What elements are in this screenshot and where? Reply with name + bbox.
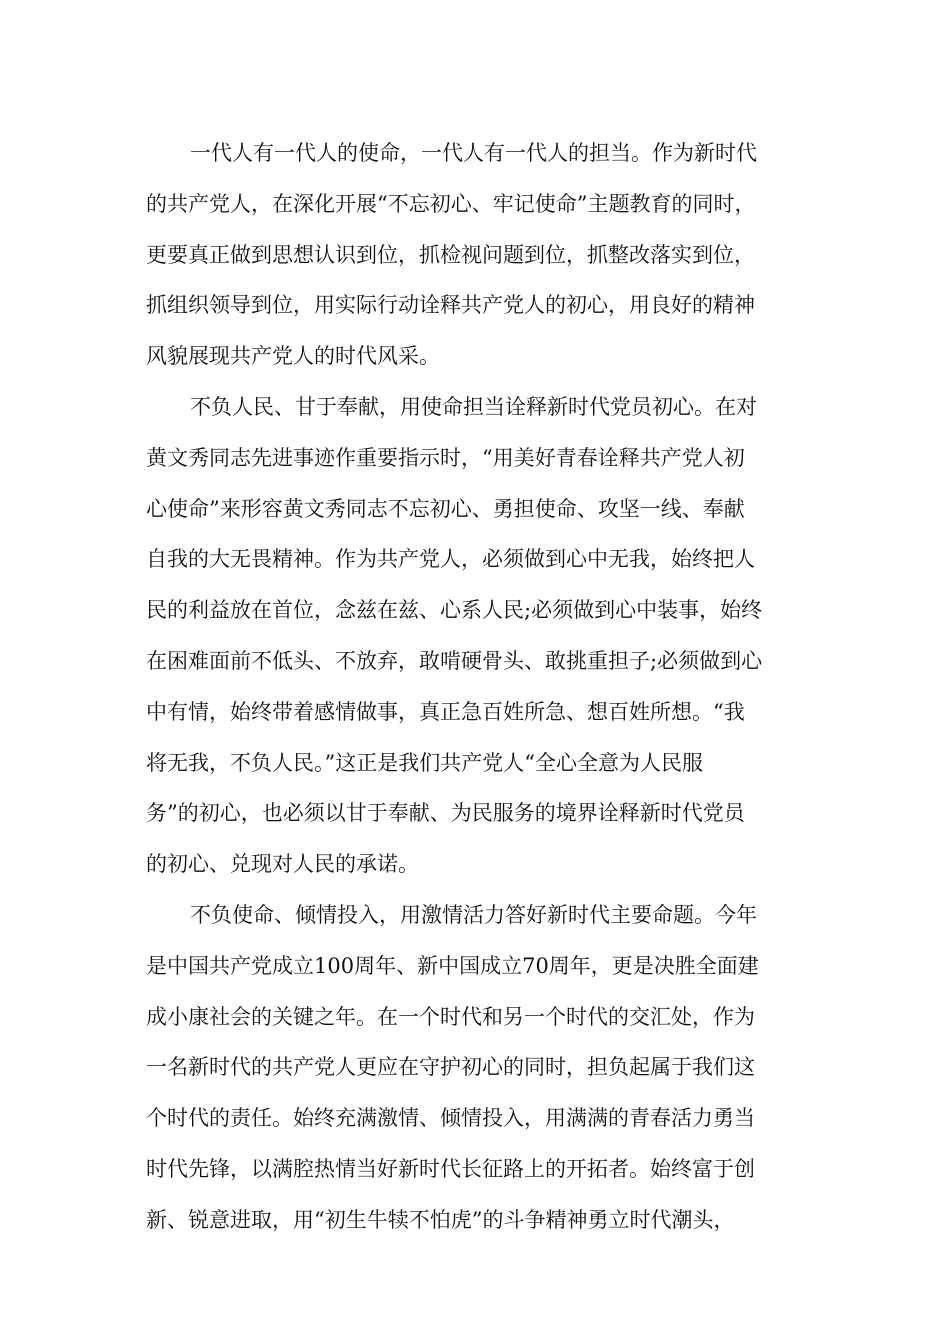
- text-line: 是中国共产党成立100周年、新中国成立70周年，更是决胜全面建: [146, 953, 759, 978]
- document-body: [146, 128, 806, 1246]
- text-line: 的共产党人，在深化开展“不忘初心、牢记使命”主题教育的同时，: [146, 191, 756, 216]
- text-line: 时代先锋，以满腔热情当好新时代长征路上的开拓者。始终富于创: [146, 1156, 755, 1181]
- text-line: 个时代的责任。始终充满激情、倾情投入，用满满的青春活力勇当: [146, 1106, 755, 1131]
- text-line: 务”的初心，也必须以甘于奉献、为民服务的境界诠释新时代党员: [146, 801, 745, 826]
- text-line: 心使命”来形容黄文秀同志不忘初心、勇担使命、攻坚一线、奉献: [146, 496, 745, 521]
- text-line: 更要真正做到思想认识到位，抓检视问题到位，抓整改落实到位，: [146, 242, 755, 267]
- paragraph-2: [146, 382, 806, 890]
- text-line: 风貌展现共产党人的时代风采。: [146, 344, 440, 369]
- text-line: 自我的大无畏精神。作为共产党人，必须做到心中无我，始终把人: [146, 547, 755, 572]
- text-line: 将无我，不负人民。”这正是我们共产党人“全心全意为人民服: [146, 750, 703, 775]
- text-line: 不负人民、甘于奉献，用使命担当诠释新时代党员初心。在对: [190, 394, 757, 419]
- text-line: 中有情，始终带着感情做事，真正急百姓所急、想百姓所想。“我: [146, 699, 745, 724]
- text-line: 一代人有一代人的使命，一代人有一代人的担当。作为新时代: [190, 141, 757, 165]
- text-line: 在困难面前不低头、不放弃，敢啃硬骨头、敢挑重担子;必须做到心: [146, 648, 763, 673]
- text-line: 的初心、兑现对人民的承诺。: [146, 852, 419, 877]
- text-line: 民的利益放在首位，念兹在兹、心系人民;必须做到心中装事，始终: [146, 598, 763, 623]
- text-line: 不负使命、倾情投入，用激情活力答好新时代主要命题。今年: [190, 902, 757, 927]
- paragraph-3: [146, 890, 806, 1246]
- paragraph-1: [146, 128, 806, 382]
- text-line: 抓组织领导到位，用实际行动诠释共产党人的初心，用良好的精神: [146, 293, 755, 318]
- text-line: 新、锐意进取，用“初生牛犊不怕虎”的斗争精神勇立时代潮头，: [146, 1207, 735, 1232]
- text-line: 成小康社会的关键之年。在一个时代和另一个时代的交汇处，作为: [146, 1004, 755, 1029]
- text-line: 一名新时代的共产党人更应在守护初心的同时，担负起属于我们这: [146, 1055, 755, 1080]
- text-line: 黄文秀同志先进事迹作重要指示时，“用美好青春诠释共产党人初: [146, 445, 745, 470]
